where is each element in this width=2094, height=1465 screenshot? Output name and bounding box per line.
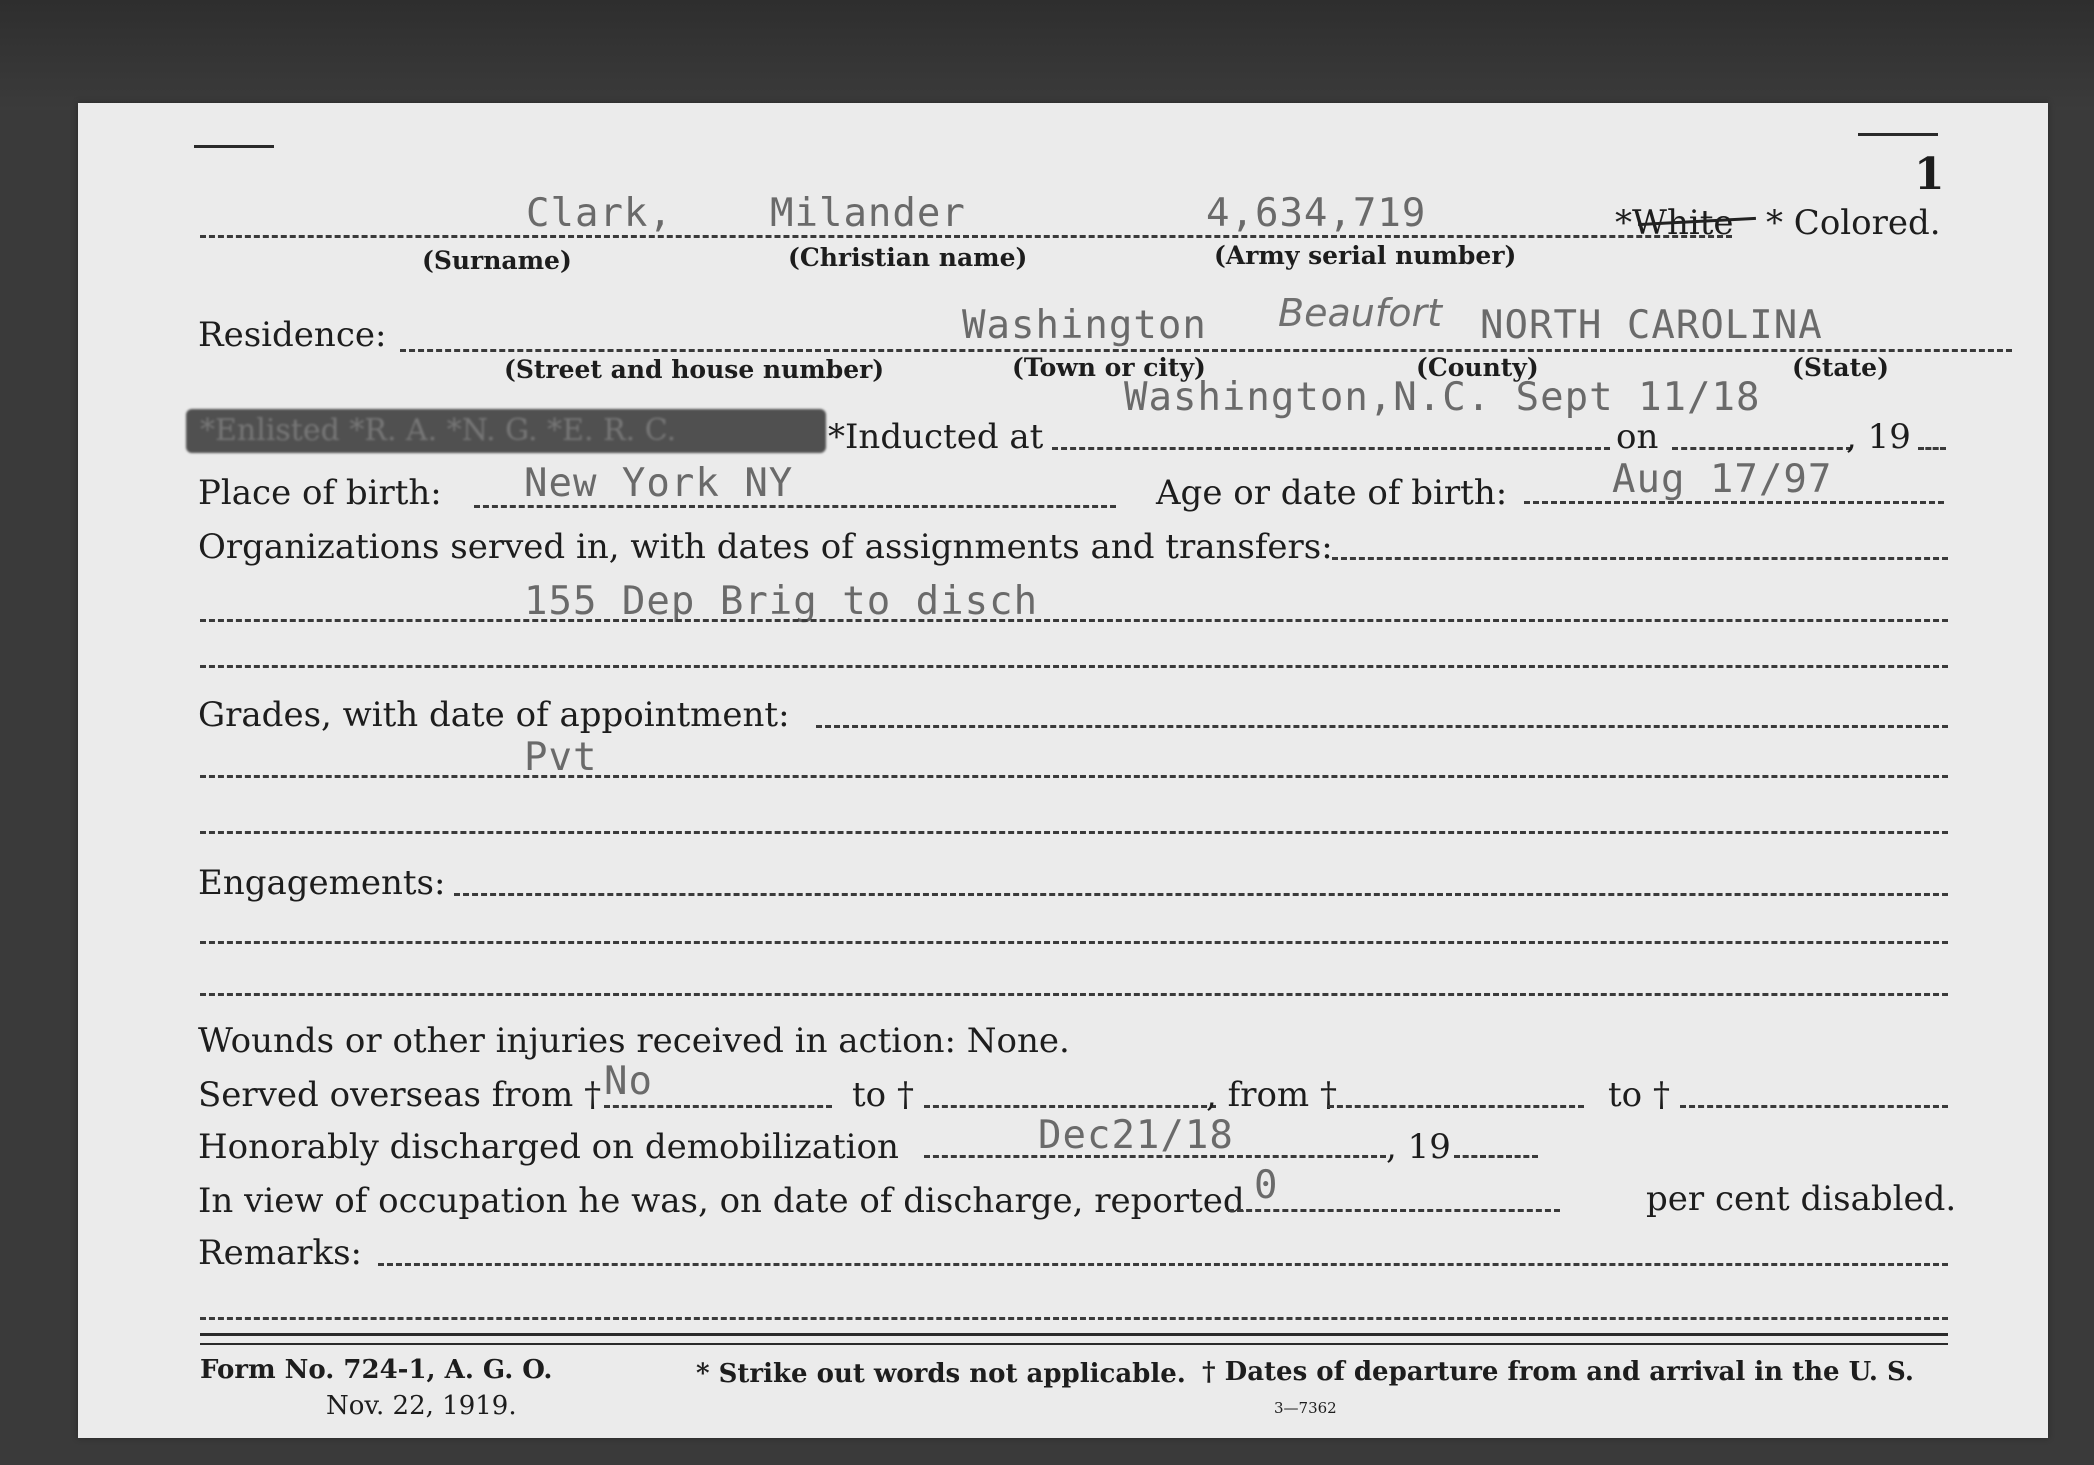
inducted-year-line: [1918, 447, 1946, 450]
footer-rule-1: [200, 1333, 1948, 1336]
christian-name-value: Milander: [770, 191, 966, 236]
overseas-to-2-label: to †: [1608, 1075, 1670, 1115]
discharge-date-value: Dec21/18: [1038, 1113, 1234, 1158]
overseas-to-label: to †: [852, 1075, 914, 1115]
top-left-rule: [194, 145, 274, 148]
service-record-card: [78, 103, 2048, 1438]
organizations-line-1: [1332, 557, 1948, 560]
county-caption: (County): [1416, 353, 1539, 382]
overseas-to-line: [924, 1105, 1216, 1108]
age-dob-label: Age or date of birth:: [1156, 473, 1508, 513]
residence-county-value: Beaufort: [1278, 291, 1442, 335]
dates-note: † Dates of departure from and arrival in the U. S.: [1202, 1357, 1914, 1387]
organizations-value: 155 Dep Brig to disch: [524, 579, 1039, 624]
remarks-label: Remarks:: [198, 1233, 362, 1273]
overseas-from-2-line: [1328, 1105, 1584, 1108]
strike-out-note: * Strike out words not applicable.: [696, 1359, 1186, 1389]
serial-caption: (Army serial number): [1214, 241, 1517, 270]
percent-disabled-line: [1228, 1209, 1560, 1212]
residence-town-value: Washington: [962, 303, 1207, 348]
date-of-birth-value: Aug 17/97: [1612, 457, 1833, 502]
surname-caption: (Surname): [422, 246, 572, 275]
engagements-line-2: [200, 941, 1948, 944]
on-label: on: [1616, 417, 1659, 457]
overseas-from-line: [604, 1105, 832, 1108]
residence-line: [400, 349, 2012, 352]
serial-number-value: 4,634,719: [1206, 191, 1427, 236]
street-caption: (Street and house number): [504, 355, 885, 384]
discharge-year-label: , 19: [1386, 1127, 1451, 1167]
card-number: 1: [1914, 149, 1945, 200]
form-date: Nov. 22, 1919.: [326, 1391, 517, 1421]
discharged-label: Honorably discharged on demobilization: [198, 1127, 899, 1167]
overseas-from-value: No: [604, 1059, 653, 1104]
occupation-label: In view of occupation he was, on date of discharge, reported: [198, 1181, 1245, 1221]
induction-place-date-value: Washington,N.C. Sept 11/18: [1124, 375, 1761, 420]
overseas-to-2-line: [1680, 1105, 1948, 1108]
engagements-line-1: [454, 893, 1948, 896]
grades-line-3: [200, 831, 1948, 834]
inducted-at-line: [1052, 447, 1610, 450]
engagements-label: Engagements:: [198, 863, 446, 903]
state-caption: (State): [1792, 353, 1889, 382]
per-cent-label: per cent disabled.: [1646, 1179, 1957, 1219]
print-code: 3—7362: [1274, 1399, 1337, 1417]
residence-state-value: NORTH CAROLINA: [1480, 303, 1823, 348]
overseas-from-2-label: , from †: [1206, 1075, 1337, 1115]
discharge-year-line: [1454, 1155, 1538, 1158]
enlisted-redaction: [186, 409, 826, 453]
wounds-label: Wounds or other injuries received in action: None.: [198, 1021, 1070, 1061]
enlisted-options-text: *Enlisted *R. A. *N. G. *E. R. C.: [200, 413, 677, 448]
surname-value: Clark,: [526, 191, 673, 236]
remarks-line-1: [378, 1263, 1948, 1266]
race-white-label: *White: [1615, 203, 1734, 243]
percent-disabled-value: 0: [1254, 1163, 1279, 1208]
organizations-line-2: [200, 619, 1948, 622]
place-of-birth-value: New York NY: [524, 461, 794, 506]
inducted-year-label: , 19: [1846, 417, 1911, 457]
grades-line-1: [816, 725, 1948, 728]
name-line: [200, 235, 1732, 238]
town-caption: (Town or city): [1012, 353, 1206, 382]
form-number: Form No. 724-1, A. G. O.: [200, 1355, 553, 1385]
grades-label: Grades, with date of appointment:: [198, 695, 790, 735]
christian-name-caption: (Christian name): [788, 243, 1028, 272]
grades-line-2: [200, 775, 1948, 778]
engagements-line-3: [200, 993, 1948, 996]
scan-background: [0, 0, 2094, 110]
served-overseas-label: Served overseas from †: [198, 1075, 602, 1115]
inducted-at-label: *Inducted at: [828, 417, 1044, 457]
grade-value: Pvt: [524, 735, 598, 780]
place-of-birth-label: Place of birth:: [198, 473, 442, 513]
organizations-line-3: [200, 665, 1948, 668]
top-right-rule: [1858, 133, 1938, 136]
footer-rule-2: [200, 1343, 1948, 1345]
residence-label: Residence:: [198, 315, 387, 355]
inducted-on-line: [1672, 447, 1852, 450]
race-colored-label: * Colored.: [1766, 203, 1941, 243]
organizations-label: Organizations served in, with dates of assignments and transfers:: [198, 527, 1333, 567]
remarks-line-2: [200, 1317, 1948, 1320]
